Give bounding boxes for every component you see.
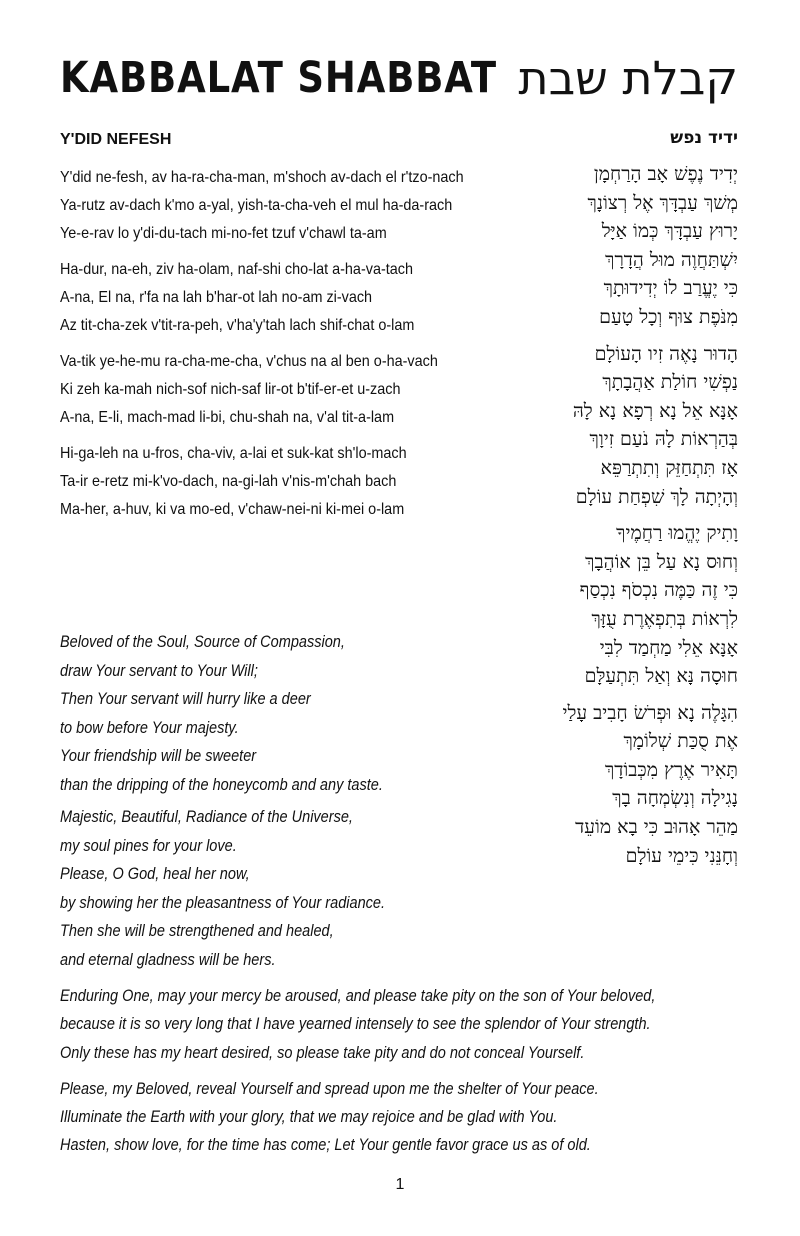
verse-line: Then Your servant will hurry like a deer [60, 690, 311, 708]
verse-line: Your friendship will be sweeter [60, 747, 257, 765]
verse-line: Illuminate the Earth with your glory, that we may rejoice and be glad with You. [60, 1108, 558, 1127]
verse-line: יְדִיד נֶפֶשׁ אָב הָרַחְמָן [593, 163, 738, 185]
verse-line: נָגִילָה וְנִשְׂמְחָה בָךְ [612, 787, 738, 810]
verse-line: Then she will be strengthened and healed, [60, 922, 334, 940]
verse-line: אָנָּא אֵל נָא רְפָא נָא לָהּ [572, 399, 738, 422]
hebrew-text-block [478, 160, 738, 878]
verse-line: יָרוּץ עַבְדָּךְ כְּמוֹ אַיָּל [601, 220, 738, 243]
verse-line: than the dripping of the honeycomb and any taste. [60, 775, 383, 794]
verse-line: בְּהַרְאוֹת לָהּ נֹעַם זִיוָךְ [589, 428, 738, 451]
translation-block-lower [60, 982, 750, 1168]
hebrew-stanza [478, 340, 738, 512]
translation-stanza [60, 803, 480, 974]
verse-line: וְהָיְתָה לָךְ שִׁפְחַת עוֹלָם [575, 485, 738, 508]
verse-line: Please, my Beloved, reveal Yourself and spread upon me the shelter of Your peace. [60, 1079, 599, 1098]
verse-line: draw Your servant to Your Will; [60, 661, 258, 680]
verse-line: and eternal gladness will be hers. [60, 950, 276, 969]
verse-line: וָתִיק יֶהֱמוּ רַחֲמֶיךָ [616, 522, 738, 545]
transliteration-stanza [60, 256, 500, 340]
verse-line: וְחוּס נָא עַל בֵּן אוֹהֲבָךְ [585, 550, 738, 573]
verse-line: חוּסָה נָּא וְאַל תִּתְעַלָּם [584, 665, 738, 688]
verse-line: by showing her the pleasantness of Your radiance. [60, 893, 386, 912]
verse-line: A-na, El na, r'fa na lah b'har-ot lah no-am zi-vach [60, 289, 373, 306]
transliteration-stanza [60, 440, 500, 524]
verse-line: Ha-dur, na-eh, ziv ha-olam, naf-shi cho-lat a-ha-va-tach [60, 261, 413, 278]
verse-line: הִגָּלֶה נָא וּפְרֹשׂ חָבִיב עָלַי [562, 701, 738, 724]
verse-line: Only these has my heart desired, so please take pity and do not conceal Yourself. [60, 1043, 585, 1062]
verse-line: מְשׁךְ עַבְדָּךְ אֶל רְצוֹנָךְ [587, 191, 738, 214]
translation-stanza [60, 1075, 750, 1160]
verse-line: because it is so very long that I have yearned intensely to see the splendor of Your strength. [60, 1015, 651, 1034]
verse-line: Ta-ir e-retz mi-k'vo-dach, na-gi-lah v'nis-m'chah bach [60, 473, 397, 490]
verse-line: אָנָּא אֵלִי מַחְמַד לִבִּי [599, 636, 738, 659]
verse-line: וְחָנֵּנִי כִּימֵי עוֹלָם [625, 844, 738, 867]
verse-line: Az tit-cha-zek v'tit-ra-peh, v'ha'y'tah lach shif-chat o-lam [60, 317, 415, 334]
page-number: 1 [395, 1176, 405, 1193]
translation-stanza [60, 628, 480, 799]
verse-line: כִּי זֶה כַּמֶּה נִכְסֹף נִכְסַף [579, 579, 738, 602]
verse-line: Please, O God, heal her now, [60, 865, 250, 883]
hebrew-stanza [478, 160, 738, 332]
verse-line: my soul pines for your love. [60, 836, 237, 855]
verse-line: Ki zeh ka-mah nich-sof nich-saf lir-ot b'tif-er-et u-zach [60, 381, 401, 398]
verse-line: לִרְאוֹת בְּתִפְאֶרֶת עֻזָּךְ [591, 607, 738, 630]
verse-line: הָדוּר נָאֶה זִיו הָעוֹלָם [594, 342, 738, 365]
verse-line: Hi-ga-leh na u-fros, cha-viv, a-lai et suk-kat sh'lo-mach [60, 445, 407, 462]
verse-line: אֶת סֻכַּת שְׁלוֹמָךְ [623, 730, 738, 753]
transliteration-stanza [60, 348, 500, 432]
verse-line: אָז תִּתְחַזֵּק וְתִתְרַפֵּא [600, 456, 738, 479]
verse-line: Beloved of the Soul, Source of Compassion, [60, 633, 345, 651]
page-title-hebrew: קבלת שבת [518, 51, 738, 105]
verse-line: Ma-her, a-huv, ki va mo-ed, v'chaw-nei-ni ki-mei o-lam [60, 501, 405, 518]
transliteration-block [60, 164, 500, 532]
verse-line: מַהֵר אָהוּב כִּי בָא מוֹעֵד [575, 816, 738, 839]
verse-line: מִנֹּפֶת צוּף וְכָל טָעַם [599, 305, 738, 328]
section-title-hebrew: ידיד נפש [670, 128, 738, 148]
verse-line: Ye-e-rav lo y'di-du-tach mi-no-fet tzuf v'chawl ta-am [60, 225, 387, 242]
verse-line: A-na, E-li, mach-mad li-bi, chu-shah na, v'al tit-a-lam [60, 409, 395, 426]
translation-block-upper [60, 628, 480, 978]
hebrew-stanza [478, 699, 738, 871]
hebrew-stanza [478, 519, 738, 691]
verse-line: יִשְׁתַּחֲוֶה מוּל הֲדָרָךְ [605, 248, 738, 271]
verse-line: כִּי יֶעֱרַב לוֹ יְדִידוּתָךְ [603, 277, 738, 300]
verse-line: to bow before Your majesty. [60, 718, 239, 737]
translation-stanza [60, 982, 750, 1067]
section-title-english: Y'DID NEFESH [60, 131, 172, 148]
verse-line: Ya-rutz av-dach k'mo a-yal, yish-ta-cha-veh el mul ha-da-rach [60, 197, 453, 214]
verse-line: Hasten, show love, for the time has come; Let Your gentle favor grace us as of old. [60, 1136, 591, 1155]
page-title-english: KABBALAT SHABBAT [60, 53, 498, 103]
verse-line: תָּאִיר אֶרֶץ מִכְּבוֹדָךְ [604, 758, 738, 781]
verse-line: נַפְשִׁי חוֹלַת אַהֲבָתָךְ [602, 371, 738, 394]
verse-line: Enduring One, may your mercy be aroused, and please take pity on the son of Your beloved, [60, 987, 656, 1005]
transliteration-stanza [60, 164, 500, 248]
verse-line: Majestic, Beautiful, Radiance of the Universe, [60, 808, 353, 826]
verse-line: Va-tik ye-he-mu ra-cha-me-cha, v'chus na al ben o-ha-vach [60, 353, 438, 370]
verse-line: Y'did ne-fesh, av ha-ra-cha-man, m'shoch av-dach el r'tzo-nach [60, 169, 464, 186]
